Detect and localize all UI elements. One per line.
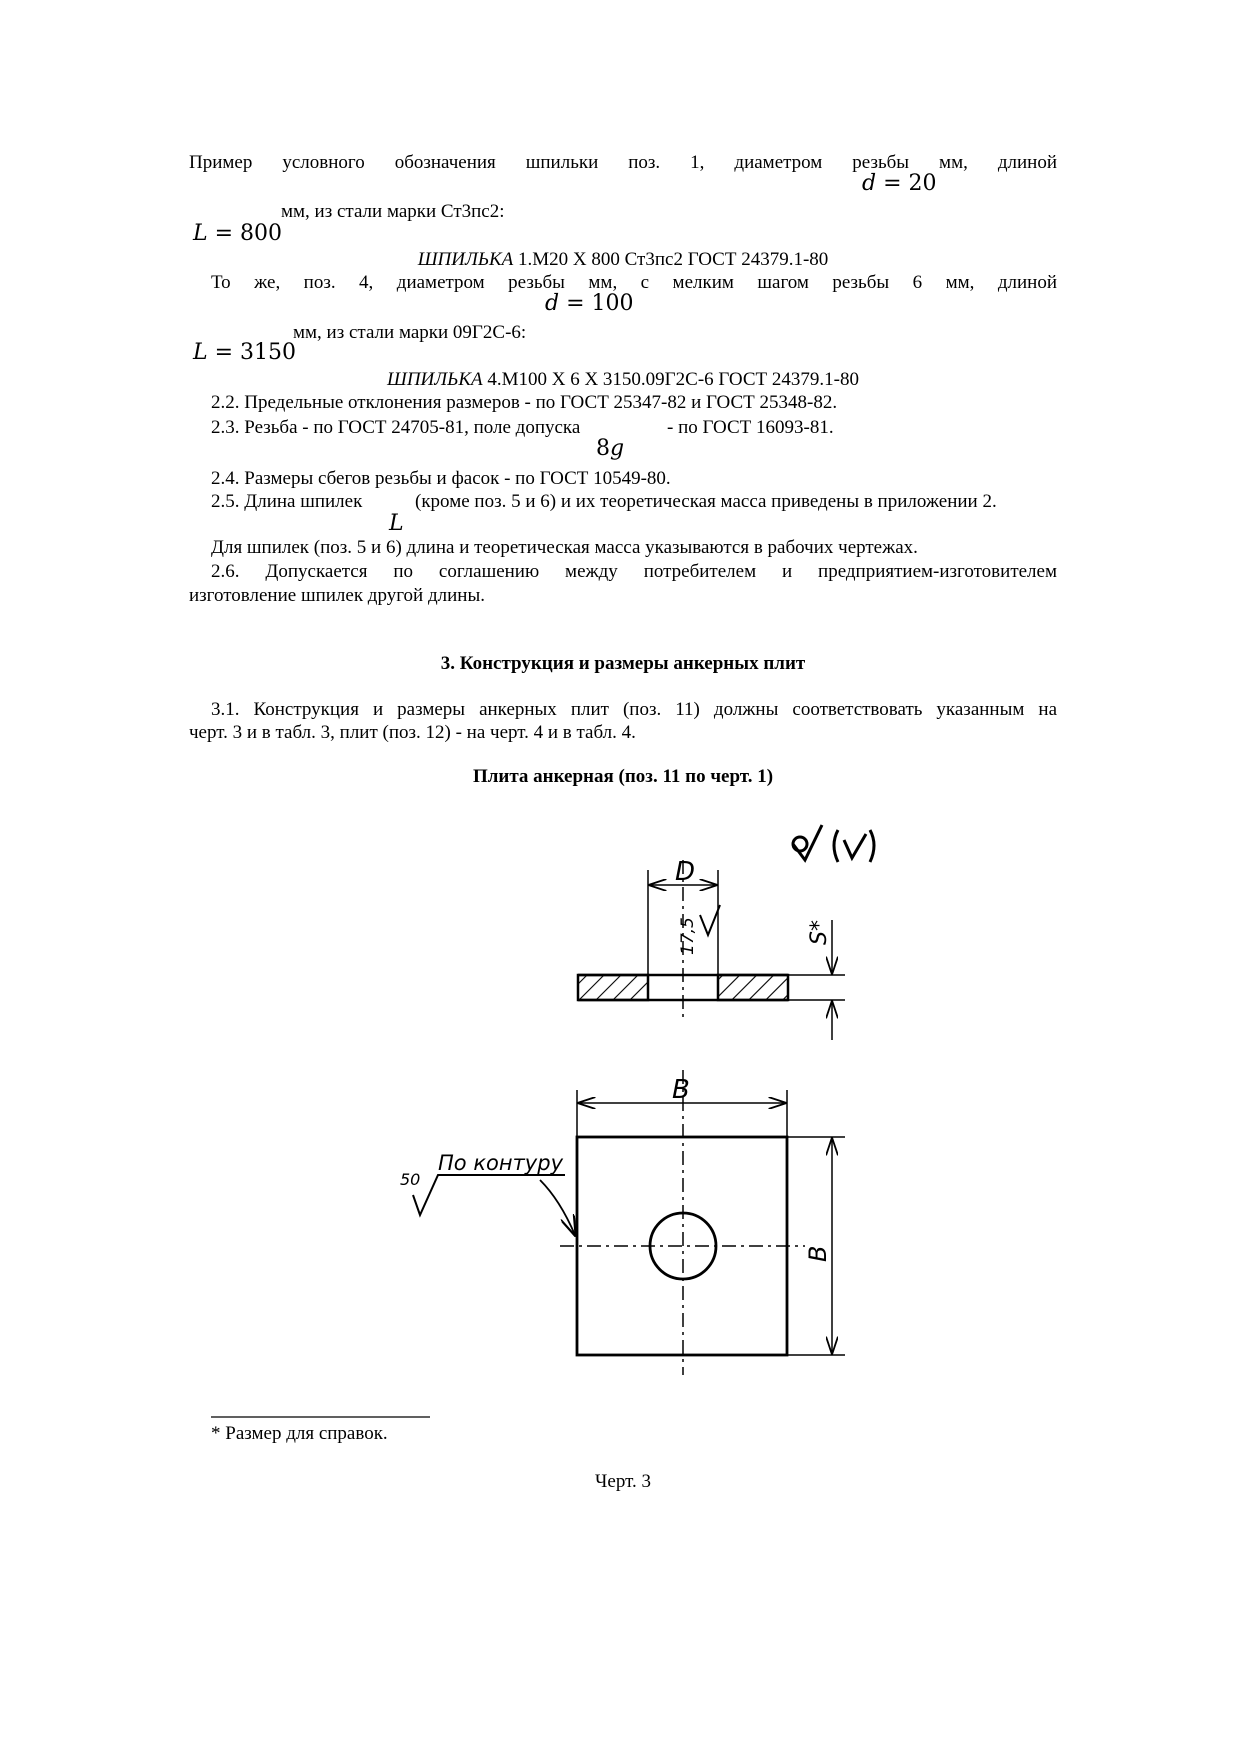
clause-2-5-tail: (кроме поз. 5 и 6) и их теоретическая масса приведены в приложении 2.: [415, 491, 997, 512]
example-designation-2: ШПИЛЬКА 4.М100 X 6 X 3150.09Г2С-6 ГОСТ 24379.1-80: [387, 369, 859, 390]
clause-2-5: 2.5. Длина шпилек: [211, 491, 363, 512]
clause-2-4: 2.4. Размеры сбегов резьбы и фасок - по ГОСТ 10549-80.: [211, 468, 671, 489]
clause-2-5-note: Для шпилек (поз. 5 и 6) длина и теоретическая масса указываются в рабочих чертежах.: [211, 537, 918, 558]
figure-caption: Черт. 3: [595, 1471, 651, 1492]
paragraph-1-line-1: Пример условного обозначения шпильки поз. 1, диаметром резьбы мм, длиной: [189, 152, 1057, 173]
math-8g: 8g: [596, 436, 625, 461]
clause-2-3-tail: - по ГОСТ 16093-81.: [667, 417, 834, 438]
math-L-3150: L = 3150: [193, 340, 297, 365]
dim-B-side-label: B: [804, 1245, 832, 1262]
clause-2-6-line-2: изготовление шпилек другой длины.: [189, 585, 485, 606]
math-L: L: [389, 511, 404, 536]
example-designation-1: ШПИЛЬКА 1.М20 X 800 Ст3пс2 ГОСТ 24379.1-80: [417, 249, 829, 270]
clause-2-3: 2.3. Резьба - по ГОСТ 24705-81, поле допуска: [211, 417, 581, 438]
dim-S-label: S*: [807, 920, 832, 945]
roughness-50-label: 50: [400, 1170, 421, 1189]
clause-3-1-line-2: черт. 3 и в табл. 3, плит (поз. 12) - на черт. 4 и в табл. 4.: [189, 722, 636, 743]
section-3-title: 3. Конструкция и размеры анкерных плит: [440, 653, 806, 674]
dim-D-label: D: [675, 857, 696, 887]
clause-2-6-line-1: 2.6. Допускается по соглашению между потребителем и предприятием-изготовителем: [211, 561, 1057, 582]
roughness-symbol-icon: [793, 825, 874, 862]
plate-plan-view: [413, 1070, 845, 1375]
contour-label: По контуру: [438, 1151, 563, 1175]
math-d-20: d = 20: [862, 171, 937, 196]
clause-2-2: 2.2. Предельные отклонения размеров - по ГОСТ 25347-82 и ГОСТ 25348-82.: [211, 392, 838, 413]
math-L-800: L = 800: [193, 221, 283, 246]
paragraph-1-line-2: мм, из стали марки Ст3пс2:: [281, 201, 505, 222]
math-d-100: d = 100: [545, 291, 634, 316]
clause-3-1-line-1: 3.1. Конструкция и размеры анкерных плит (поз. 11) должны соответствовать указанным на: [211, 699, 1057, 720]
figure-title: Плита анкерная (поз. 11 по черт. 1): [472, 766, 774, 787]
footnote: * Размер для справок.: [211, 1423, 388, 1444]
dim-17-5-label: 17,5: [678, 917, 698, 955]
paragraph-2-line-1: То же, поз. 4, диаметром резьбы мм, с мелким шагом резьбы 6 мм, длиной: [211, 272, 1057, 293]
dim-B-top-label: B: [672, 1075, 690, 1105]
paragraph-2-line-2: мм, из стали марки 09Г2С-6:: [293, 322, 527, 343]
plate-section-view: [578, 860, 845, 1040]
